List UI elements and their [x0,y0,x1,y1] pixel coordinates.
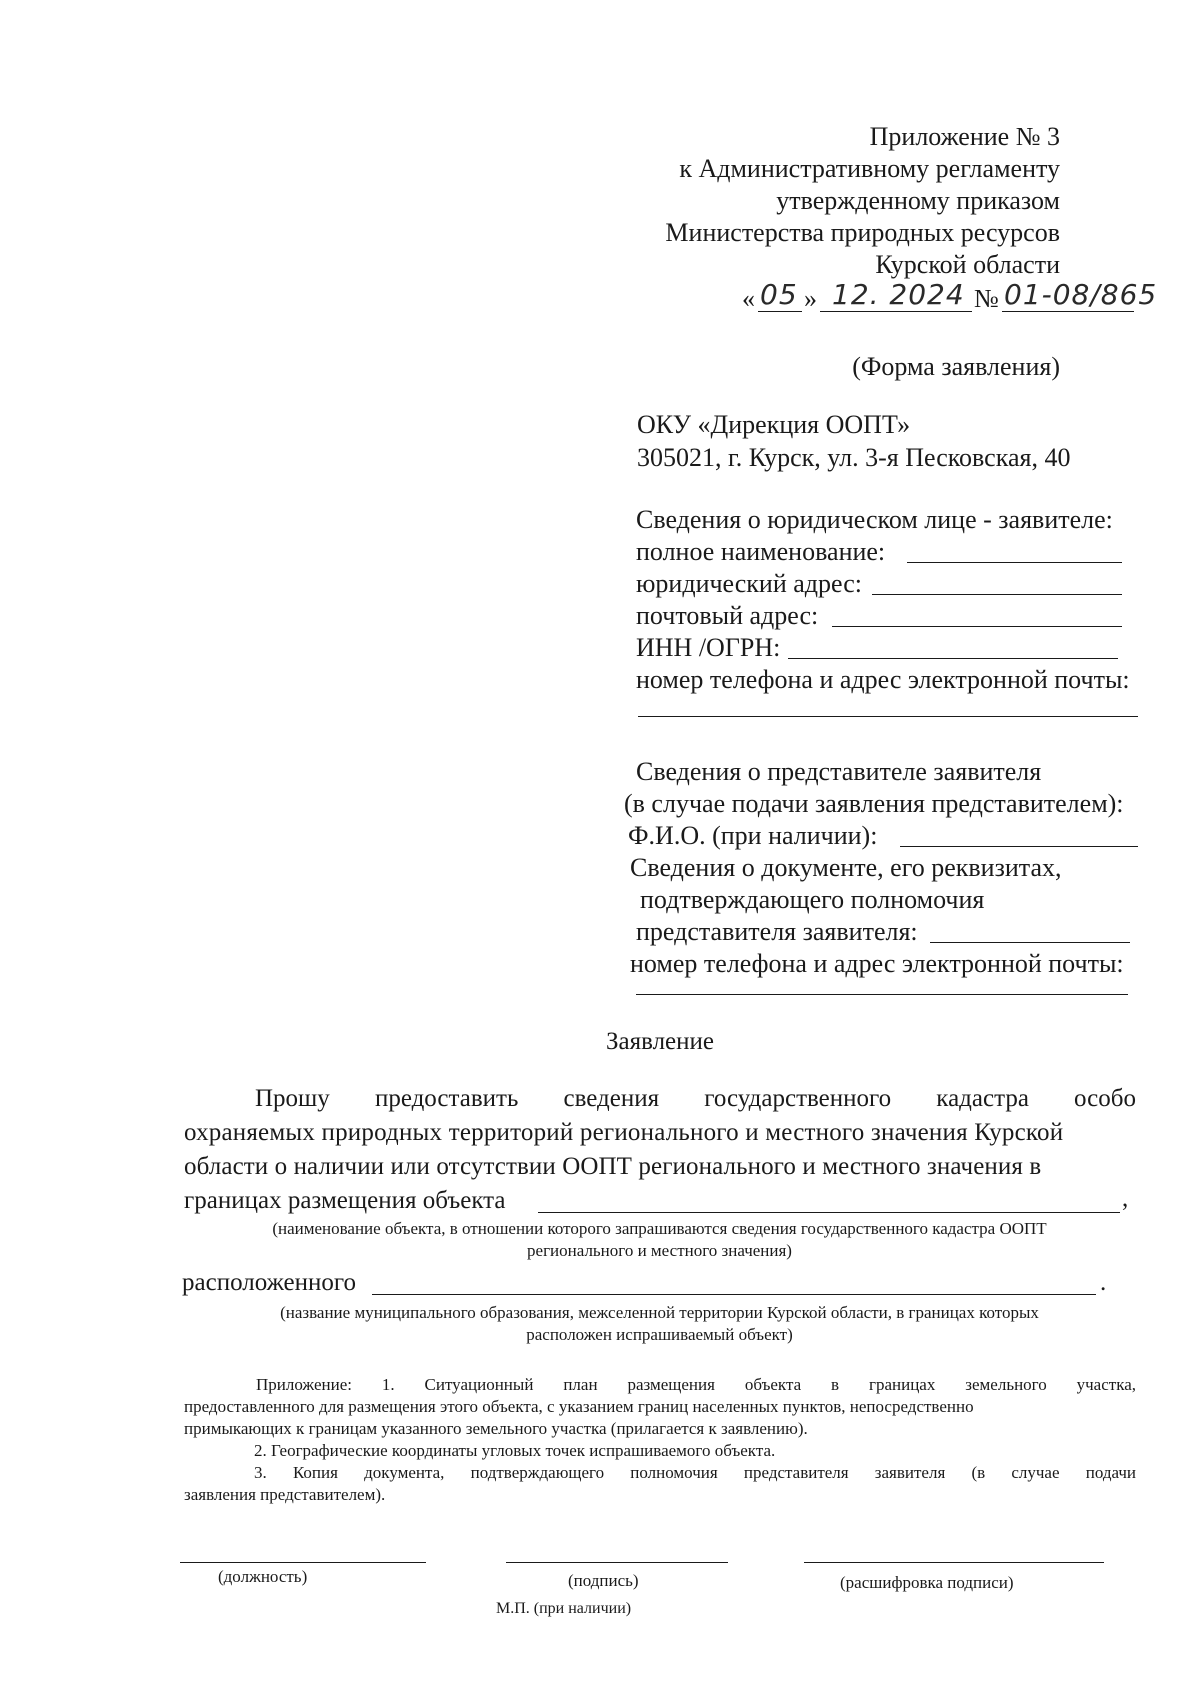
representative-doc-line3: представителя заявителя: [636,917,918,946]
location-field [372,1294,1096,1295]
applicant-contacts-label: номер телефона и адрес электронной почты: [636,665,1130,694]
attachment-1-line2: предоставленного для размещения этого объекта, с указанием границ населенных пунктов, непосредственно [184,1397,974,1416]
object-name-hint-line2: регионального и местного значения) [527,1241,792,1260]
representative-doc-line2: подтверждающего полномочия [640,885,985,914]
signature-line [506,1562,728,1563]
applicant-postal-address-field [832,626,1122,627]
approved-by: утвержденному приказом [776,186,1060,215]
attachment-3-line1: 3. Копия документа, подтверждающего полномочия представителя заявителя (в случае подачи [254,1463,1136,1482]
position-signature-line [180,1562,426,1563]
handwritten-order-number: 01-08/865 [1004,278,1158,311]
applicant-title: Сведения о юридическом лице - заявителе: [636,505,1113,534]
regulation-reference: к Административному регламенту [679,154,1060,183]
seal-caption: М.П. (при наличии) [496,1600,632,1617]
representative-title: Сведения о представителе заявителя [636,757,1042,786]
attachment-2: 2. Географические координаты угловых точек испрашиваемого объекта. [254,1441,776,1460]
representative-doc-field [930,942,1130,943]
applicant-inn-label: ИНН /ОГРН: [636,633,781,662]
statement-line2: охраняемых природных территорий регионального и местного значения Курской [184,1119,1064,1146]
object-name-hint-line1: (наименование объекта, в отношении которого запрашиваются сведения государственного кадастра ООПТ [272,1219,1047,1238]
statement-line4: границах размещения объекта [184,1187,506,1214]
appendix-number: Приложение № 3 [869,122,1060,151]
applicant-contacts-field [638,716,1138,717]
representative-fio-field [900,846,1138,847]
attachment-1-line1: Приложение: 1. Ситуационный план размещения объекта в границах земельного участка, [256,1375,1136,1394]
decoding-caption: (расшифровка подписи) [840,1573,1014,1592]
applicant-inn-field [788,658,1118,659]
representative-condition: (в случае подачи заявления представителем): [624,789,1124,818]
attachment-1-line3: примыкающих к границам указанного земельного участка (прилагается к заявлению). [184,1419,808,1438]
location-hint-line1: (название муниципального образования, межселенной территории Курской области, в границах которых [280,1303,1039,1322]
applicant-full-name-field [907,562,1122,563]
ministry-name: Министерства природных ресурсов [665,218,1060,247]
decoding-signature-line [804,1562,1104,1563]
representative-contacts-field [636,994,1128,995]
representative-doc-line1: Сведения о документе, его реквизитах, [630,853,1062,882]
applicant-full-name-label: полное наименование: [636,537,886,566]
representative-contacts-label: номер телефона и адрес электронной почты: [630,949,1124,978]
region-name: Курской области [875,250,1060,279]
handwritten-day: 05 [760,278,798,311]
applicant-legal-address-field [872,594,1122,595]
recipient-name: ОКУ «Дирекция ООПТ» [637,410,911,439]
located-label: расположенного [182,1269,357,1296]
statement-title: Заявление [605,1028,715,1055]
signature-caption: (подпись) [568,1571,639,1590]
representative-fio-label: Ф.И.О. (при наличии): [628,821,878,850]
document-page: Приложение № 3 к Административному регламенту утвержденному приказом Министерства природных ресурсов Курской области « 05 » 12. 2024 № 01-08/865 (Форма заявления) ОКУ «Дирекция ООПТ» 305021, г. Курск, ул. 3-я Песковская, 40 Сведения о юридическом лице - заявителе: полное наименование: юридический адрес: почтовый адрес: ИНН /ОГРН: номер телефона и адрес электронной почты: Сведения о представителе заявителя (в случае подачи заявления представителем): Ф.И.О. (при наличии): Сведения о документе, его реквизитах, подтверждающего полномочия представителя заявителя: номер телефона и адрес электронной почты: Заявление Прошу предоставить сведения государственного кадастра особо охраняемых природных территорий регионального и местного значения Курской области о наличии или отсутствии ООПТ регионального и местного значения в границах размещения объекта , (наименование объекта, в отношении которого запрашиваются сведения государственного кадастра ООПТ регионального и местного значения) расположенного . (название муниципального образования, межселенной территории Курской области, в границах которых расположен испрашиваемый объект) Приложение: 1. Ситуационный план размещения объекта в границах земельного участка, предоставленного для размещения этого объекта, с указанием границ населенных пунктов, непосредственно примыкающих к границам указанного земельного участка (прилагается к заявлению). 2. Географические координаты угловых точек испрашиваемого объекта. 3. Копия документа, подтверждающего полномочия представителя заявителя (в случае подачи заявления представителем). (должность) (подпись) (расшифровка подписи) М.П. (при наличии) [0,0,1200,1697]
attachment-3-line2: заявления представителем). [184,1485,386,1504]
statement-line3: области о наличии или отсутствии ООПТ регионального и местного значения в [184,1153,1042,1180]
applicant-postal-address-label: почтовый адрес: [636,601,819,630]
form-label: (Форма заявления) [852,352,1060,381]
recipient-address: 305021, г. Курск, ул. 3-я Песковская, 40 [637,443,1071,472]
statement-line1: Прошу предоставить сведения государственного кадастра особо [255,1085,1136,1112]
handwritten-month-year: 12. 2024 [832,278,965,311]
position-caption: (должность) [218,1567,308,1586]
object-name-field [538,1212,1120,1213]
applicant-legal-address-label: юридический адрес: [636,569,862,598]
location-hint-line2: расположен испрашиваемый объект) [526,1325,793,1344]
